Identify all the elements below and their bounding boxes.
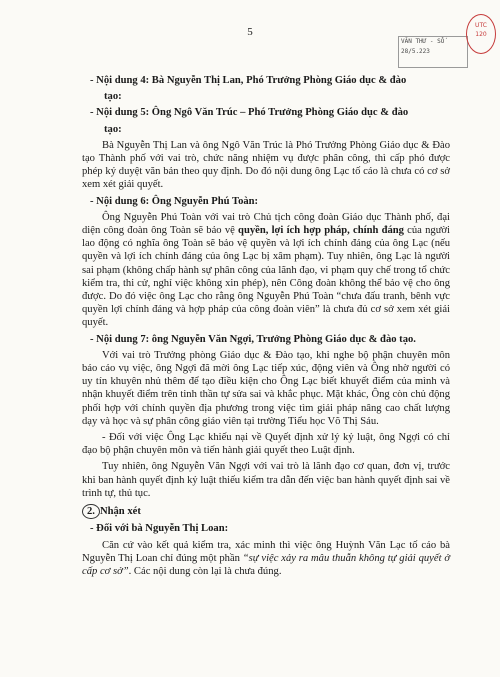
heading-content-6: - Nội dung 6: Ông Nguyễn Phú Toàn: xyxy=(90,195,259,207)
seal-top: UTC xyxy=(475,22,487,29)
page-number: 5 xyxy=(247,26,253,38)
heading-content-5: - Nội dung 5: Ông Ngô Văn Trúc – Phó Trưởng Phòng Giáo dục & đào xyxy=(90,107,409,119)
paragraph-lan-truc: Bà Nguyễn Thị Lan và ông Ngô Văn Trúc là Phó Trưởng Phòng Giáo dục & Đào tạo Thành phố với vai trò, chức năng nhiệm vụ được phân công, thì cấp phó được phép ký duyệt văn bản theo quy định. Do đó nội dung ông Lạc tố cáo là chưa có cơ sở xem xét giải quyết. xyxy=(82,139,450,191)
paragraph-loan-part-b: . Các nội dung còn lại là chưa đúng. xyxy=(128,565,282,577)
paragraph-loan-part-a: Căn cứ vào kết quả kiểm tra, xác minh thì việc ông Huỳnh Văn Lạc tố cáo bà Nguyễn Thị Loan chỉ đúng một phần xyxy=(82,539,450,564)
paragraph-loan xyxy=(82,539,450,579)
paragraph-ngoi-3: Tuy nhiên, ông Nguyễn Văn Ngợi với vai trò là lãnh đạo cơ quan, đơn vị, trước khi ban hành quyết định kỷ luật thiếu kiểm tra dẫn đến việc ban hành quyết định sai về trình tự, thủ tục. xyxy=(82,461,450,499)
heading-content-7: - Nội dung 7: ông Nguyễn Văn Ngợi, Trưởng Phòng Giáo dục & đào tạo. xyxy=(90,333,416,345)
document-body xyxy=(82,74,450,581)
stamp-line-1: VĂN THƯ - SỐ xyxy=(401,38,445,45)
received-stamp xyxy=(398,36,468,68)
section-2-heading xyxy=(82,504,450,519)
subheading-loan: - Đối với bà Nguyễn Thị Loan: xyxy=(90,523,229,535)
section-2-number: 2. xyxy=(82,504,100,519)
section-2-title: Nhận xét xyxy=(99,506,141,518)
stamp-line-2: 28/5.223 xyxy=(401,48,430,55)
paragraph-loan-italic: “sự việc xảy ra mâu thuẫn không tự giải quyết ở cấp cơ sở” xyxy=(82,552,450,577)
paragraph-toan-bold: quyền, lợi ích hợp pháp, chính đáng xyxy=(238,225,404,237)
paragraph-ngoi-1: Với vai trò Trưởng phòng Giáo dục & Đào tạo, khi nghe bộ phận chuyên môn báo cáo vụ việc, ông Ngợi đã mời ông Lạc tiếp xúc, động viên và Ông nhờ người có uy tín khuyên nhủ thêm để tạo điều kiện cho Ông Lạc biết khuyết điểm của mình và nhận khuyết điểm trên tinh thần tự sửa sai và khắc phục. Mặt khác, Ông còn chủ động phối hợp với chính quyền địa phương trong việc tìm giải pháp nâng cao chất lượng dạy và học và sự phân công giáo viên tại trường Tiểu học Võ Thị Sáu. xyxy=(82,349,450,427)
seal-bottom: 120 xyxy=(475,31,487,38)
red-seal xyxy=(466,14,496,54)
heading-content-4-tail: tạo: xyxy=(104,91,122,103)
paragraph-ngoi-2: - Đối với việc Ông Lạc khiếu nại về Quyết định xử lý kỷ luật, ông Ngợi có chỉ đạo bộ phận chuyên môn và tiến hành giải quyết theo Luật định. xyxy=(82,432,450,457)
heading-content-5-tail: tạo: xyxy=(104,123,122,135)
heading-content-4: - Nội dung 4: Bà Nguyễn Thị Lan, Phó Trưởng Phòng Giáo dục & đào xyxy=(90,75,407,86)
paragraph-toan xyxy=(82,211,450,330)
paragraph-toan-part-a: Ông Nguyễn Phú Toàn với vai trò Chủ tịch công đoàn Giáo dục Thành phố, đại diện công đoàn ông Toàn sẽ bảo vệ xyxy=(82,211,450,237)
paragraph-toan-part-b: của người lao động có nghĩa ông Toàn sẽ bảo vệ quyền và lợi ích chính đáng của ông Lạc (nếu quyền và lợi ích chính đáng của ông Lạc bị xâm phạm). Tuy nhiên, ông Lạc là người sai phạm (không chấp hành sự phân công của lãnh đạo, vi phạm quy chế trong tổ chức kiểm tra, thi cử, nghỉ việc không xin phép), nên Công đoàn không thể bảo vệ cho ông được. Do đó việc ông Lạc cho rằng ông Nguyễn Phú Toàn “chưa đấu tranh, bênh vực quyền lợi chính đáng và hợp pháp của công đoàn viên” là chưa đủ cơ sở xem xét giải quyết. xyxy=(82,225,450,329)
